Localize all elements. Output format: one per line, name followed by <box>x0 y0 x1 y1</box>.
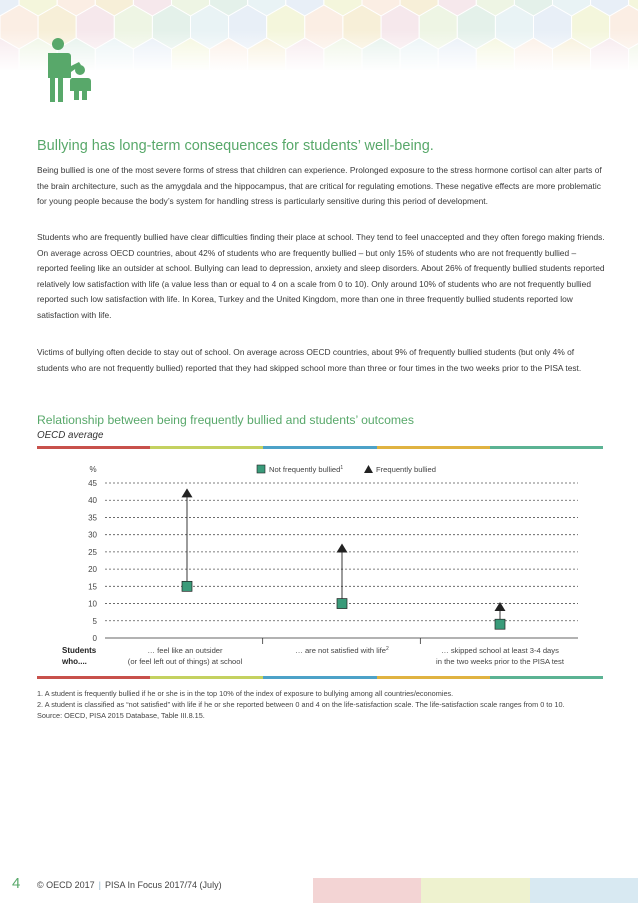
footer-separator: | <box>98 880 101 890</box>
marker-frequently-bullied <box>495 602 506 611</box>
rule-segment <box>490 446 603 449</box>
y-tick-label: 45 <box>88 479 97 488</box>
rule-segment <box>150 676 263 679</box>
marker-not-frequently-bullied <box>495 619 505 629</box>
x-category-label: (or feel left out of things) at school <box>127 657 243 666</box>
rule-segment <box>37 446 150 449</box>
paragraph-absence: Victims of bullying often decide to stay out of school. On average across OECD countries, about 9% of frequently bullied students (but only 4% of students who are not frequently bullied) reported that they had skipped school more than three or four times in the two weeks prior to the PISA test. <box>37 347 582 373</box>
rule-segment <box>490 676 603 679</box>
y-tick-label: 25 <box>88 547 97 557</box>
marker-frequently-bullied <box>337 543 348 552</box>
paragraph-cortisol: Being bullied is one of the most severe forms of stress that children can experience. Prolonged exposure to the stress hormone cortisol can alter parts of the brain architecture, such as the amygdala and the hippocampus, that are critical for regulating emotions. These negative effects are more problematic for young people because the body’s system for handling stress is particularly sensitive during this period of development. <box>37 165 602 207</box>
y-tick-label: 0 <box>92 634 97 643</box>
x-category-label: … are not satisfied with life$^2$ <box>295 646 389 655</box>
footnotes <box>37 688 603 721</box>
y-tick-label: 30 <box>88 530 97 540</box>
legend-superscript: 1 <box>340 465 344 471</box>
rule-segment <box>377 676 490 679</box>
publication-title: PISA In Focus 2017/74 (July) <box>105 880 222 890</box>
copyright: © OECD 2017 <box>37 880 95 890</box>
color-rule-top <box>37 446 603 449</box>
rule-segment <box>263 446 376 449</box>
marker-not-frequently-bullied <box>337 599 347 609</box>
footer-color-strip <box>313 878 638 903</box>
legend-label: Not frequently bullied$^1$ <box>269 465 344 474</box>
y-tick-label: 5 <box>92 616 97 626</box>
marker-frequently-bullied <box>182 488 193 497</box>
x-category-label: … feel like an outsider <box>147 646 223 655</box>
marker-not-frequently-bullied <box>182 581 192 591</box>
x-category-label: in the two weeks prior to the PISA test <box>436 657 564 666</box>
footnote-2: 2. A student is classified as “not satisfied” with life if he or she reported between 0 and 4 on the life-satisfaction scale. The life-satisfaction scale ranges from 0 to 10. <box>37 700 565 709</box>
y-tick-label: 10 <box>88 599 97 609</box>
row-label: who.... <box>62 657 87 666</box>
source-note: Source: OECD, PISA 2015 Database, Table III.8.15. <box>37 711 205 720</box>
chart-subtitle: OECD average <box>37 430 104 441</box>
y-tick-label: 15 <box>88 582 97 592</box>
y-tick-label: 35 <box>88 513 97 523</box>
color-rule-bottom <box>37 676 603 679</box>
rule-segment <box>150 446 263 449</box>
legend-marker-triangle <box>364 465 373 473</box>
chart-title: Relationship between being frequently bullied and students’ outcomes <box>37 413 414 427</box>
bullying-outcomes-chart <box>37 455 603 670</box>
legend-label: Frequently bullied <box>376 465 436 474</box>
adult-and-child-icon <box>36 38 94 102</box>
rule-segment <box>263 676 376 679</box>
legend-marker-square <box>257 465 265 473</box>
rule-segment <box>377 446 490 449</box>
x-category-label: … skipped school at least 3-4 days <box>441 646 559 655</box>
y-tick-label: 20 <box>88 565 97 575</box>
y-axis-label: % <box>89 465 97 474</box>
paragraph-outcomes: Students who are frequently bullied have clear difficulties finding their place at school. They tend to feel unaccepted and they often forego making friends. On average across OECD countries, about 42% of students who are frequently bullied – but only 15% of students who are not frequently bullied – reported feeling like an outsider at school. Bullying can lead to depression, anxiety and sleep disorders. About 26% of frequently bullied students reported relatively low satisfaction with life (a value less than or equal to 4 on a scale from 0 to 10). Only around 10% of students who are not frequently bullied reported such low satisfaction with life. In Korea, Turkey and the United Kingdom, more than one in three frequently bullied students reported low satisfaction with life. <box>37 232 605 320</box>
footnote-1: 1. A student is frequently bullied if he or she is in the top 10% of the index of exposure to bullying among all countries/economies. <box>37 689 454 698</box>
section-heading: Bullying has long-term consequences for students’ well-being. <box>37 138 434 154</box>
y-tick-label: 40 <box>88 496 97 506</box>
page-number: 4 <box>12 875 21 892</box>
rule-segment <box>37 676 150 679</box>
hexagon-banner <box>0 0 638 70</box>
footer-text <box>37 880 222 890</box>
x-category-superscript: 2 <box>385 646 389 652</box>
row-label: Students <box>62 646 97 655</box>
